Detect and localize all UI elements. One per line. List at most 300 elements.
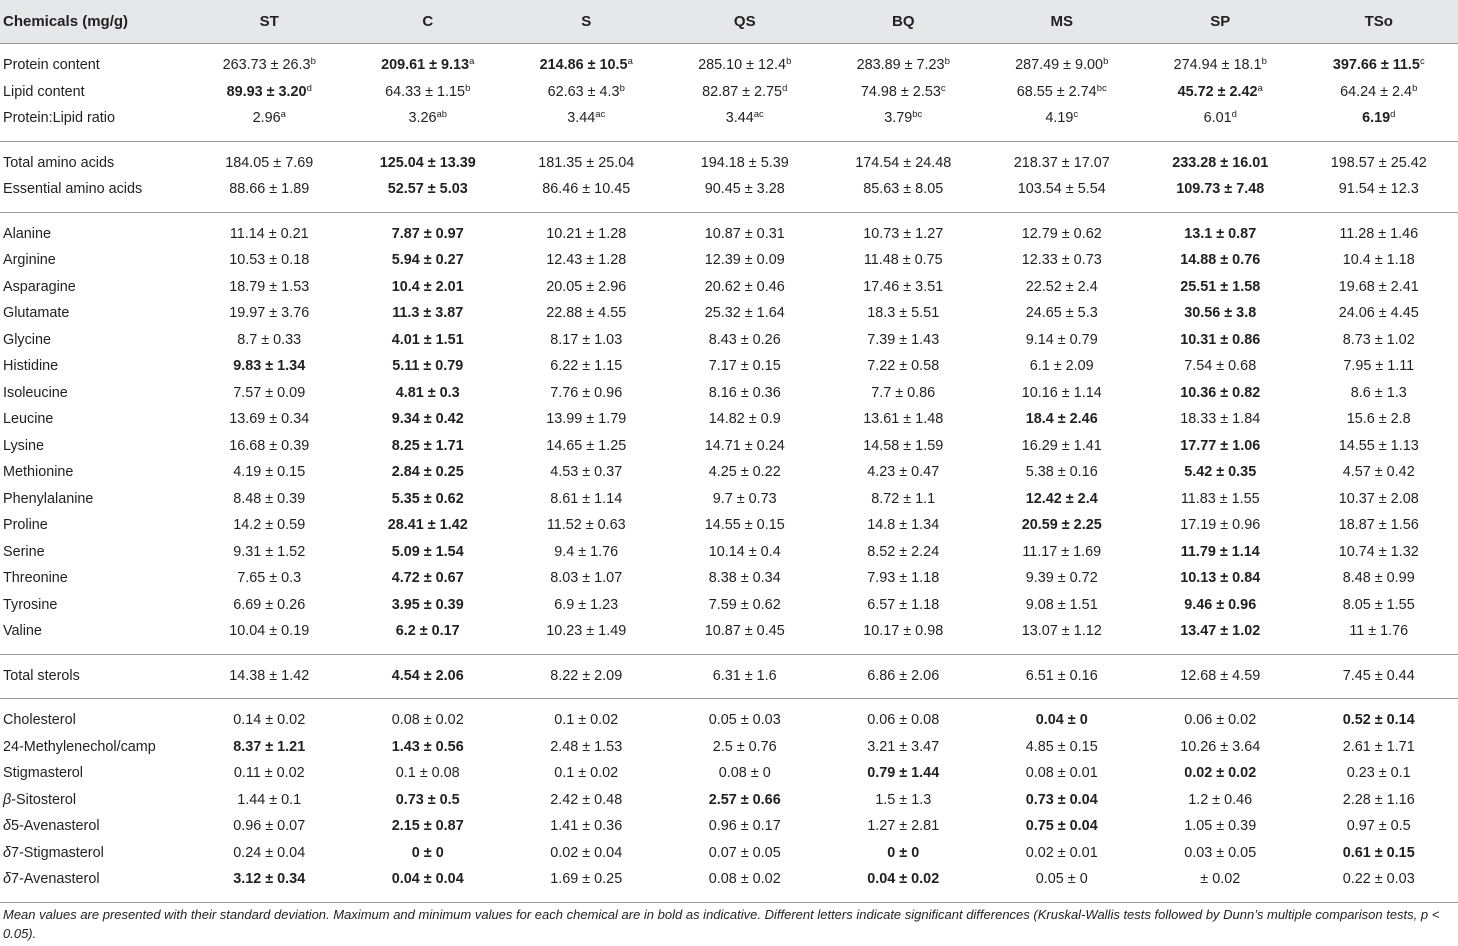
- header-cell-s: S: [507, 0, 666, 44]
- value: 20.62 ± 0.46: [704, 278, 785, 295]
- value-cell: [190, 840, 349, 867]
- value: 16.68 ± 0.39: [229, 437, 310, 454]
- row-label: Alanine: [3, 225, 52, 242]
- value-cell: [349, 459, 508, 486]
- value: 8.48 ± 0.99: [1342, 570, 1415, 587]
- value: ± 0.02: [1200, 871, 1241, 888]
- value-cell: [1141, 221, 1300, 248]
- value-cell: [349, 663, 508, 690]
- table-row: [0, 433, 1458, 460]
- row-label: [0, 840, 190, 867]
- table-footnote: Mean values are presented with their standard deviation. Maximum and minimum values for each chemical are in bold as indicative. Different letters indicate significant differences (Kruskal-Wallis tests followed by Dunn’s multiple comparison tests, p < 0.05).: [3, 907, 1440, 941]
- value-cell: [1141, 512, 1300, 539]
- significance-letter: d: [1231, 109, 1237, 121]
- value-cell: [1141, 486, 1300, 513]
- value-cell: [666, 327, 825, 354]
- value: 9.39 ± 0.72: [1025, 570, 1098, 587]
- value: 11 ± 1.76: [1349, 623, 1409, 640]
- group-spacer: [0, 212, 1458, 221]
- group-spacer: [0, 699, 1458, 708]
- value-cell: [349, 512, 508, 539]
- value: 8.61 ± 1.14: [550, 490, 623, 507]
- value: 14.58 ± 1.59: [863, 437, 944, 454]
- label-text: 7-Avenasterol: [11, 871, 100, 888]
- row-label: Leucine: [3, 411, 54, 428]
- significance-letter: b: [310, 56, 316, 68]
- table-row: [0, 247, 1458, 274]
- group-separator: [0, 203, 1458, 213]
- significance-letter: c: [940, 82, 946, 94]
- value-cell: [824, 512, 983, 539]
- value-cell: [666, 221, 825, 248]
- bold-value: 3.95 ± 0.39: [391, 596, 464, 613]
- value-cell: [983, 512, 1142, 539]
- value-cell: [1300, 592, 1458, 619]
- significance-letter: d: [306, 82, 312, 94]
- value-cell: [1141, 52, 1300, 79]
- row-label: Serine: [3, 543, 45, 560]
- bold-value: 0.61 ± 0.15: [1342, 844, 1415, 861]
- value-cell: [190, 787, 349, 814]
- value-cell: [190, 433, 349, 460]
- value: 9.7 ± 0.73: [712, 490, 777, 507]
- value-cell: [983, 840, 1142, 867]
- value-cell: [190, 866, 349, 893]
- significance-letter: b: [1261, 56, 1267, 68]
- value-cell: [349, 866, 508, 893]
- bold-value: 4.81 ± 0.3: [395, 384, 460, 401]
- group-separator: [0, 132, 1458, 142]
- value-cell: [983, 300, 1142, 327]
- value-cell: [824, 539, 983, 566]
- significance-letter: d: [782, 82, 788, 94]
- bold-value: 0.75 ± 0.04: [1025, 818, 1098, 835]
- table-row: [0, 707, 1458, 734]
- spacer-cell: [0, 141, 1458, 150]
- significance-letter: c: [1073, 109, 1079, 121]
- value: 11.17 ± 1.69: [1022, 543, 1102, 560]
- value-cell: [983, 539, 1142, 566]
- value-cell: [1141, 433, 1300, 460]
- value-cell: [666, 734, 825, 761]
- value-cell: [507, 486, 666, 513]
- value-cell: [666, 707, 825, 734]
- value: 12.39 ± 0.09: [704, 252, 785, 269]
- value: 0.1 ± 0.02: [554, 712, 619, 729]
- row-label: Histidine: [3, 358, 59, 375]
- value: 8.7 ± 0.33: [237, 331, 302, 348]
- bold-value: 397.66 ± 11.5: [1332, 57, 1420, 74]
- bold-value: 9.83 ± 1.34: [233, 358, 306, 375]
- value-cell: [983, 813, 1142, 840]
- value: 19.68 ± 2.41: [1338, 278, 1419, 295]
- value: 14.2 ± 0.59: [233, 517, 306, 534]
- table-row: [0, 300, 1458, 327]
- value-cell: [507, 760, 666, 787]
- row-label: Lipid content: [3, 83, 85, 100]
- value-cell: [666, 150, 825, 177]
- value: 68.55 ± 2.74: [1016, 83, 1097, 100]
- value-cell: [666, 459, 825, 486]
- row-label: [0, 866, 190, 893]
- significance-letter: ac: [753, 109, 764, 121]
- table-row: [0, 840, 1458, 867]
- value-cell: [1300, 486, 1458, 513]
- value: 8.73 ± 1.02: [1342, 331, 1415, 348]
- value-cell: [507, 840, 666, 867]
- value-cell: [824, 433, 983, 460]
- value: 6.69 ± 0.26: [233, 596, 306, 613]
- table-row: [0, 618, 1458, 645]
- value-cell: [983, 787, 1142, 814]
- table-row: [0, 105, 1458, 132]
- value-cell: [1141, 707, 1300, 734]
- value-cell: [507, 459, 666, 486]
- value-cell: [983, 760, 1142, 787]
- value-cell: [507, 787, 666, 814]
- bold-value: 10.4 ± 2.01: [391, 278, 464, 295]
- value-cell: [983, 247, 1142, 274]
- value-cell: [349, 734, 508, 761]
- value: 4.19: [1045, 110, 1074, 127]
- value: 6.86 ± 2.06: [867, 667, 940, 684]
- value-cell: [983, 565, 1142, 592]
- group-separator: [0, 645, 1458, 655]
- value-cell: [1300, 813, 1458, 840]
- value-cell: [983, 353, 1142, 380]
- bold-value: 0.04 ± 0.04: [391, 871, 464, 888]
- value-cell: [1141, 247, 1300, 274]
- value-cell: [824, 176, 983, 203]
- value-cell: [507, 734, 666, 761]
- value-cell: [349, 840, 508, 867]
- value: 88.66 ± 1.89: [229, 181, 310, 198]
- value-cell: [824, 221, 983, 248]
- header-cell-c: C: [349, 0, 508, 44]
- table-row: [0, 512, 1458, 539]
- value: 82.87 ± 2.75: [702, 83, 783, 100]
- value: 10.16 ± 1.14: [1021, 384, 1102, 401]
- value-cell: [349, 760, 508, 787]
- value-cell: [349, 105, 508, 132]
- value-cell: [983, 380, 1142, 407]
- value-cell: [190, 274, 349, 301]
- value-cell: [349, 486, 508, 513]
- value: 0.97 ± 0.5: [1346, 818, 1411, 835]
- value: 1.2 ± 0.46: [1188, 791, 1253, 808]
- value-cell: [983, 707, 1142, 734]
- value: 6.57 ± 1.18: [867, 596, 940, 613]
- bold-value: 5.35 ± 0.62: [391, 490, 464, 507]
- value: 8.72 ± 1.1: [871, 490, 936, 507]
- value: 7.17 ± 0.15: [708, 358, 781, 375]
- value-cell: [666, 274, 825, 301]
- value-cell: [1300, 274, 1458, 301]
- spacer-cell: [0, 44, 1458, 53]
- bold-value: 13.1 ± 0.87: [1184, 225, 1257, 242]
- value: 10.17 ± 0.98: [863, 623, 944, 640]
- value-cell: [190, 380, 349, 407]
- significance-letter: b: [944, 56, 950, 68]
- value: 7.7 ± 0.86: [871, 384, 936, 401]
- header-cell-ms: MS: [983, 0, 1142, 44]
- table-row: [0, 380, 1458, 407]
- value-cell: [349, 79, 508, 106]
- value-cell: [190, 150, 349, 177]
- value: 7.54 ± 0.68: [1184, 358, 1257, 375]
- value-cell: [1300, 176, 1458, 203]
- value: 25.32 ± 1.64: [704, 305, 785, 322]
- bold-value: 1.43 ± 0.56: [391, 738, 464, 755]
- value: 0.02 ± 0.04: [550, 844, 623, 861]
- value: 10.4 ± 1.18: [1342, 252, 1415, 269]
- value-cell: [1141, 813, 1300, 840]
- value-cell: [507, 539, 666, 566]
- value-cell: [824, 760, 983, 787]
- value-cell: [666, 866, 825, 893]
- value: 5.38 ± 0.16: [1025, 464, 1098, 481]
- row-label: Tyrosine: [3, 596, 58, 613]
- value: 0.08 ± 0.02: [391, 712, 464, 729]
- group-spacer: [0, 141, 1458, 150]
- value: 4.19 ± 0.15: [233, 464, 306, 481]
- bold-value: 2.84 ± 0.25: [391, 464, 464, 481]
- value: 0.1 ± 0.08: [395, 765, 460, 782]
- value: 8.48 ± 0.39: [233, 490, 306, 507]
- value: 0.08 ± 0.01: [1025, 765, 1098, 782]
- significance-letter: d: [1390, 109, 1396, 121]
- group-spacer: [0, 654, 1458, 663]
- row-label: [0, 787, 190, 814]
- bold-value: 2.15 ± 0.87: [391, 818, 464, 835]
- value-cell: [190, 176, 349, 203]
- value: 14.55 ± 0.15: [704, 517, 785, 534]
- bold-value: 30.56 ± 3.8: [1184, 305, 1257, 322]
- bold-value: 0.79 ± 1.44: [867, 765, 940, 782]
- value: 7.95 ± 1.11: [1343, 358, 1415, 375]
- value-cell: [1141, 300, 1300, 327]
- value-cell: [1300, 459, 1458, 486]
- value: 6.1 ± 2.09: [1029, 358, 1094, 375]
- value-cell: [507, 663, 666, 690]
- value-cell: [824, 52, 983, 79]
- value-cell: [983, 433, 1142, 460]
- value: 10.23 ± 1.49: [546, 623, 627, 640]
- table-row: [0, 565, 1458, 592]
- table-row: [0, 274, 1458, 301]
- label-text: -Sitosterol: [11, 791, 77, 808]
- value: 14.8 ± 1.34: [867, 517, 940, 534]
- value-cell: [983, 221, 1142, 248]
- value: 0.23 ± 0.1: [1346, 765, 1411, 782]
- table-row: [0, 353, 1458, 380]
- value: 10.37 ± 2.08: [1338, 490, 1419, 507]
- value: 1.69 ± 0.25: [550, 871, 623, 888]
- value: 287.49 ± 9.00: [1015, 57, 1104, 74]
- separator-cell: [0, 645, 1458, 655]
- value: 24.06 ± 4.45: [1338, 305, 1419, 322]
- value: 0.08 ± 0: [718, 765, 771, 782]
- value: 10.73 ± 1.27: [863, 225, 944, 242]
- value-cell: [983, 176, 1142, 203]
- value: 4.57 ± 0.42: [1342, 464, 1415, 481]
- value-cell: [1300, 866, 1458, 893]
- value-cell: [983, 459, 1142, 486]
- bold-value: 4.72 ± 0.67: [391, 570, 464, 587]
- value-cell: [824, 565, 983, 592]
- value-cell: [666, 52, 825, 79]
- row-label: Arginine: [3, 252, 56, 269]
- bold-value: 5.94 ± 0.27: [391, 252, 464, 269]
- value-cell: [507, 406, 666, 433]
- value-cell: [824, 353, 983, 380]
- value: 0.06 ± 0.08: [867, 712, 940, 729]
- greek-prefix: δ: [3, 871, 11, 888]
- value-cell: [666, 539, 825, 566]
- value-cell: [507, 247, 666, 274]
- value: 6.51 ± 0.16: [1025, 667, 1098, 684]
- value-cell: [190, 813, 349, 840]
- bold-value: 89.93 ± 3.20: [226, 83, 307, 100]
- group-separator: [0, 689, 1458, 699]
- value: 12.33 ± 0.73: [1021, 252, 1102, 269]
- bold-value: 28.41 ± 1.42: [387, 517, 468, 534]
- value-cell: [666, 787, 825, 814]
- separator-cell: [0, 893, 1458, 903]
- value-cell: [983, 663, 1142, 690]
- bold-value: 6.19: [1362, 110, 1391, 127]
- bold-value: 0.73 ± 0.04: [1025, 791, 1098, 808]
- value-cell: [507, 176, 666, 203]
- bold-value: 13.47 ± 1.02: [1180, 623, 1261, 640]
- table-row: [0, 539, 1458, 566]
- value-cell: [1141, 353, 1300, 380]
- row-label: Total sterols: [3, 667, 80, 684]
- table-row: [0, 760, 1458, 787]
- value: 11.52 ± 0.63: [546, 517, 626, 534]
- value-cell: [983, 150, 1142, 177]
- value-cell: [1300, 221, 1458, 248]
- value: 174.54 ± 24.48: [855, 154, 952, 171]
- bold-value: 10.31 ± 0.86: [1180, 331, 1261, 348]
- value: 6.9 ± 1.23: [554, 596, 619, 613]
- row-label: Asparagine: [3, 278, 76, 295]
- value-cell: [507, 813, 666, 840]
- value-cell: [1141, 380, 1300, 407]
- row-label: Isoleucine: [3, 384, 68, 401]
- value-cell: [824, 840, 983, 867]
- row-label: Proline: [3, 517, 48, 534]
- value-cell: [1300, 105, 1458, 132]
- value: 263.73 ± 26.3: [222, 57, 311, 74]
- value: 198.57 ± 25.42: [1330, 154, 1427, 171]
- value-cell: [507, 866, 666, 893]
- value-cell: [1141, 459, 1300, 486]
- value-cell: [824, 618, 983, 645]
- value-cell: [666, 663, 825, 690]
- value-cell: [190, 760, 349, 787]
- value-cell: [349, 380, 508, 407]
- value: 7.76 ± 0.96: [550, 384, 623, 401]
- value-cell: [190, 79, 349, 106]
- value: 0.96 ± 0.07: [233, 818, 306, 835]
- value-cell: [666, 79, 825, 106]
- significance-letter: a: [280, 109, 286, 121]
- value: 14.55 ± 1.13: [1338, 437, 1419, 454]
- value-cell: [190, 486, 349, 513]
- value-cell: [666, 105, 825, 132]
- bold-value: 11.3 ± 3.87: [392, 305, 464, 322]
- significance-letter: ab: [436, 109, 448, 121]
- bold-value: 12.42 ± 2.4: [1025, 490, 1098, 507]
- value-cell: [190, 459, 349, 486]
- value: 12.68 ± 4.59: [1180, 667, 1261, 684]
- value-cell: [1141, 105, 1300, 132]
- table-row: [0, 866, 1458, 893]
- value-cell: [824, 787, 983, 814]
- value: 3.44: [567, 110, 596, 127]
- group-spacer: [0, 44, 1458, 53]
- value-cell: [666, 300, 825, 327]
- value: 1.5 ± 1.3: [875, 791, 932, 808]
- bold-value: 0.04 ± 0.02: [867, 871, 940, 888]
- value: 0.24 ± 0.04: [233, 844, 306, 861]
- value: 14.65 ± 1.25: [546, 437, 627, 454]
- table-row: [0, 459, 1458, 486]
- value: 13.99 ± 1.79: [546, 411, 627, 428]
- value: 8.16 ± 0.36: [708, 384, 781, 401]
- value-cell: [190, 247, 349, 274]
- value-cell: [666, 565, 825, 592]
- value: 3.44: [725, 110, 754, 127]
- value-cell: [1141, 565, 1300, 592]
- greek-prefix: β: [3, 791, 12, 808]
- table-row: [0, 734, 1458, 761]
- value-cell: [1300, 565, 1458, 592]
- bold-value: 4.54 ± 2.06: [391, 667, 464, 684]
- table-row: [0, 663, 1458, 690]
- row-label: Glycine: [3, 331, 51, 348]
- value-cell: [349, 592, 508, 619]
- value: 6.01: [1203, 110, 1232, 127]
- value-cell: [1141, 150, 1300, 177]
- table-row: [0, 176, 1458, 203]
- value-cell: [507, 512, 666, 539]
- value: 18.33 ± 1.84: [1180, 411, 1261, 428]
- value: 8.38 ± 0.34: [708, 570, 781, 587]
- value-cell: [824, 300, 983, 327]
- bold-value: 5.11 ± 0.79: [392, 358, 464, 375]
- value-cell: [983, 486, 1142, 513]
- header-row: [0, 0, 1458, 44]
- table-row: [0, 327, 1458, 354]
- bold-value: 20.59 ± 2.25: [1021, 517, 1102, 534]
- value: 9.4 ± 1.76: [554, 543, 619, 560]
- value-cell: [1300, 760, 1458, 787]
- value-cell: [349, 327, 508, 354]
- value-cell: [507, 105, 666, 132]
- value-cell: [507, 300, 666, 327]
- value-cell: [824, 459, 983, 486]
- value-cell: [666, 760, 825, 787]
- bold-value: 17.77 ± 1.06: [1180, 437, 1261, 454]
- value: 12.43 ± 1.28: [546, 252, 627, 269]
- value-cell: [1141, 840, 1300, 867]
- significance-letter: b: [786, 56, 792, 68]
- value: 0.96 ± 0.17: [708, 818, 781, 835]
- header-cell-chemicals: Chemicals (mg/g): [0, 0, 190, 44]
- table-header: [0, 0, 1458, 44]
